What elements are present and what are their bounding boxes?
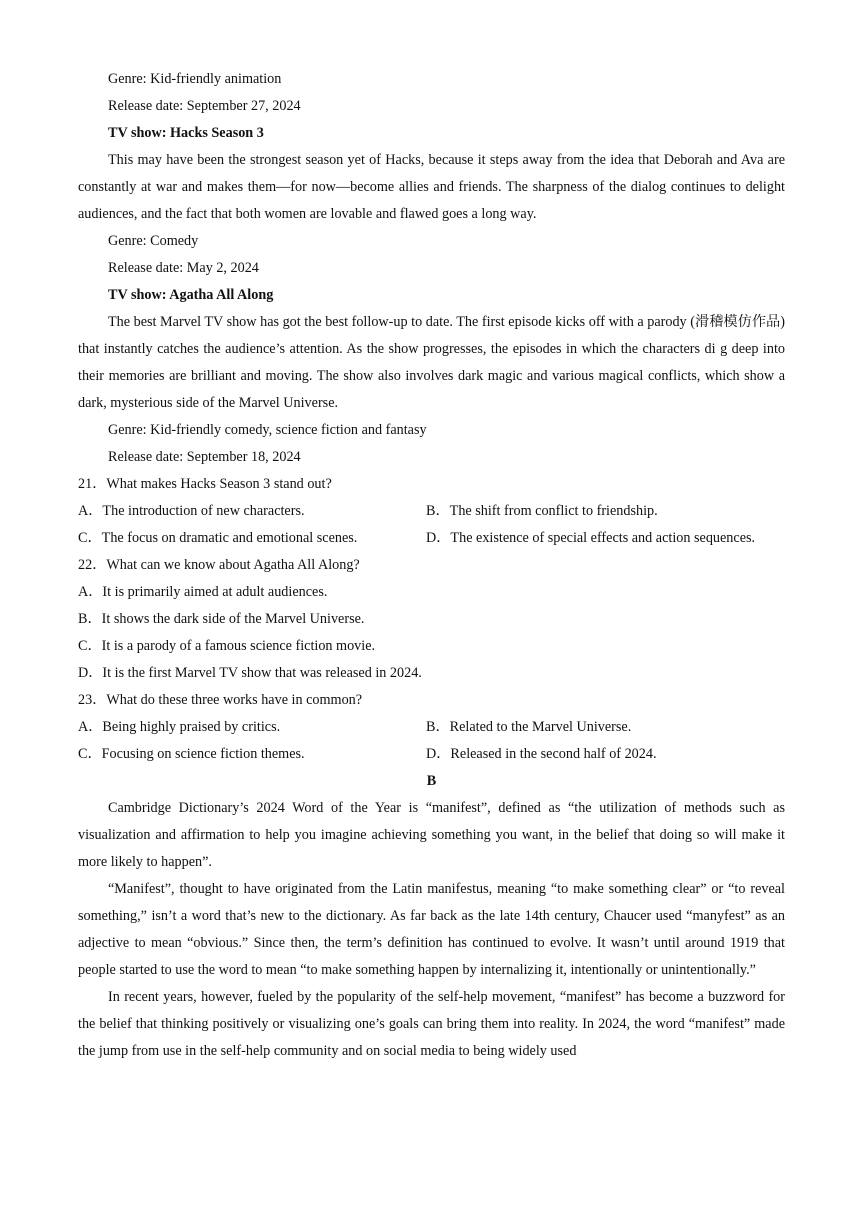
question-21-stem: 21．What makes Hacks Season 3 stand out?	[78, 476, 332, 492]
question-22-option-d: D．It is the first Marvel TV show that was released in 2024.	[78, 665, 422, 681]
question-21-option-c: C．The focus on dramatic and emotional scenes.	[78, 530, 358, 546]
show-title-hacks: TV show: Hacks Season 3	[108, 125, 264, 141]
show-description-agatha: The best Marvel TV show has got the best follow-up to date. The first episode kicks off with a parody (滑稽模仿作品) that instantly catches the audience’s attention. As the show progresses, the episodes in which the characters di g deep into their memories are brilliant and moving. The show also involves dark magic and various magical conflicts, which show a dark, mysterious side of the Marvel Universe.	[78, 314, 785, 411]
release-date-hacks: Release date: May 2, 2024	[108, 260, 259, 276]
question-23-option-a: A．Being highly praised by critics.	[78, 719, 281, 735]
document-page	[78, 66, 785, 1065]
question-23-options-row-1	[78, 714, 785, 741]
question-21-option-b: B．The shift from conflict to friendship.	[426, 503, 658, 519]
question-23-stem: 23．What do these three works have in common?	[78, 692, 363, 708]
question-22-option-c: C．It is a parody of a famous science fiction movie.	[78, 638, 376, 654]
passage-b-paragraph-2: “Manifest”, thought to have originated from the Latin manifestus, meaning “to make something clear” or “to reveal something,” isn’t a word that’s new to the dictionary. As far back as the late 14th century, Chaucer used “manyfest” as an adjective to mean “obvious.” Since then, the term’s definition has continued to evolve. It wasn’t until around 1919 that people started to use the word to mean “to make something happen by internalizing it, intentionally or unintentionally.”	[78, 881, 785, 978]
passage-b-paragraph-1: Cambridge Dictionary’s 2024 Word of the Year is “manifest”, defined as “the utilization of methods such as visualization and affirmation to help you imagine achieving something you want, in the belief that doing so will make it more likely to happen”.	[78, 800, 785, 870]
question-21-options-row-2	[78, 525, 785, 552]
question-21-options-row-1	[78, 498, 785, 525]
question-23-option-b: B．Related to the Marvel Universe.	[426, 719, 632, 735]
section-heading-b: B	[426, 773, 437, 789]
show-description-hacks: This may have been the strongest season yet of Hacks, because it steps away from the idea that Deborah and Ava are constantly at war and makes them—for now—become allies and friends. The sharpness of the dialog continues to delight audiences, and the fact that both women are lovable and flawed goes a long way.	[78, 152, 785, 222]
show-title-agatha: TV show: Agatha All Along	[108, 287, 274, 303]
question-21-option-a: A．The introduction of new characters.	[78, 503, 305, 519]
genre-line-hacks: Genre: Comedy	[108, 233, 199, 249]
question-23-options-row-2	[78, 741, 785, 768]
question-22-option-a: A．It is primarily aimed at adult audiences.	[78, 584, 328, 600]
genre-line-agatha: Genre: Kid-friendly comedy, science fiction and fantasy	[108, 422, 427, 438]
release-date-line: Release date: September 27, 2024	[108, 98, 301, 114]
release-date-agatha: Release date: September 18, 2024	[108, 449, 301, 465]
question-23-option-c: C．Focusing on science fiction themes.	[78, 746, 305, 762]
question-23-option-d: D．Released in the second half of 2024.	[426, 746, 657, 762]
passage-b-paragraph-3: In recent years, however, fueled by the popularity of the self-help movement, “manifest” has become a buzzword for the belief that thinking positively or visualizing one’s goals can bring them into reality. In 2024, the word “manifest” made the jump from use in the self-help community and on social media to being widely used	[78, 989, 785, 1059]
genre-line: Genre: Kid-friendly animation	[108, 71, 282, 87]
question-22-option-b: B．It shows the dark side of the Marvel Universe.	[78, 611, 365, 627]
question-21-option-d: D．The existence of special effects and action sequences.	[426, 530, 756, 546]
question-22-stem: 22．What can we know about Agatha All Along?	[78, 557, 360, 573]
